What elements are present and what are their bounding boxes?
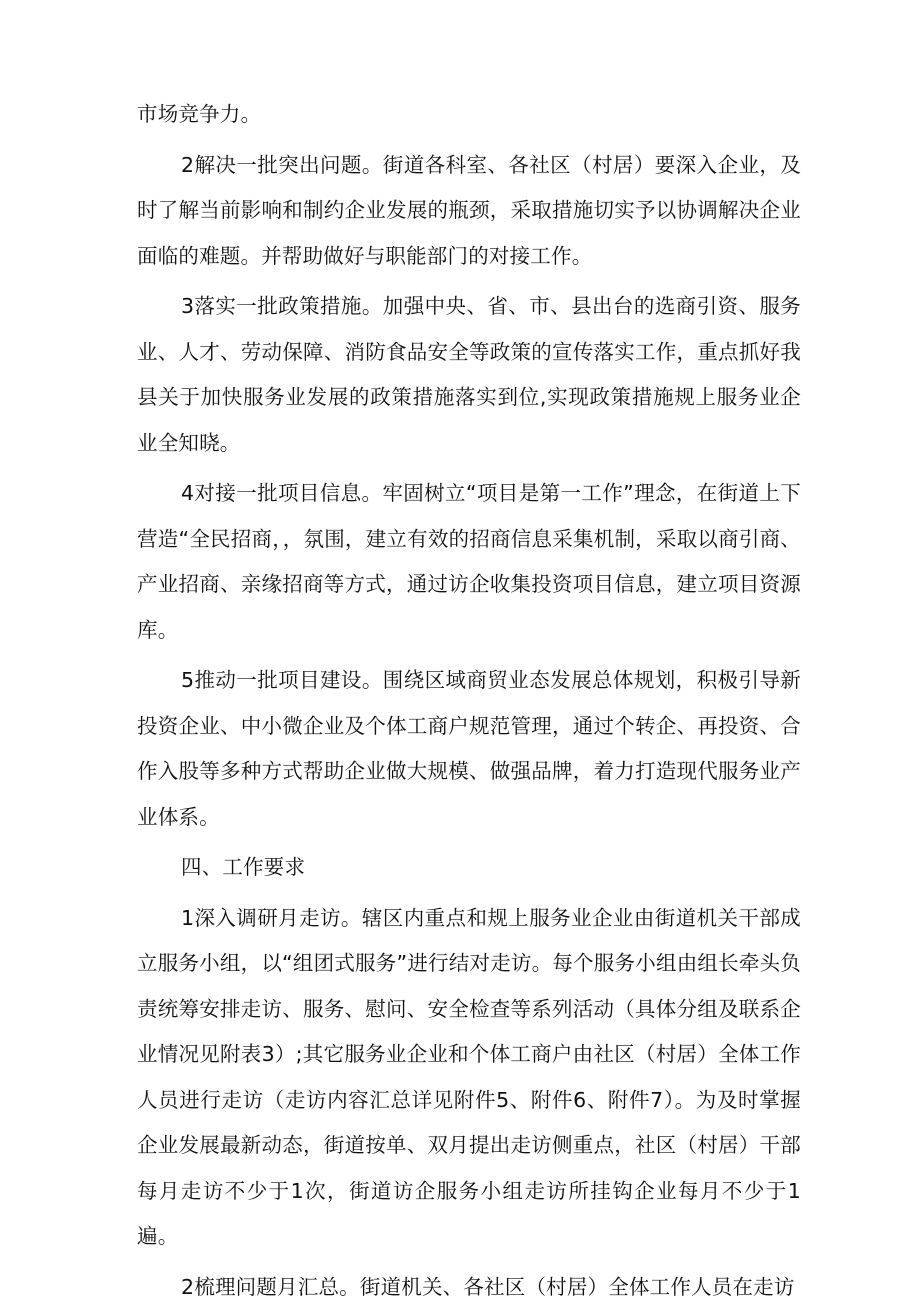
paragraph-5: 5推动一批项目建设。围绕区域商贸业态发展总体规划，积极引导新投资企业、中小微企业及个体工商户规范管理，通过个转企、再投资、合作入股等多种方式帮助企业做大规模、做强品牌，着力打造现代服务业产业体系。 <box>137 668 801 829</box>
paragraph-1: 市场竞争力。 <box>137 102 262 126</box>
paragraph-6: 1深入调研月走访。辖区内重点和规上服务业企业由街道机关干部成立服务小组，以“组团式服务”进行结对走访。每个服务小组由组长牵头负责统筹安排走访、服务、慰问、安全检查等系列活动（具体分组及联系企业情况见附表3）;其它服务业企业和个体工商户由社区（村居）全体工作人员进行走访（走访内容汇总详见附件5、附件6、附件7）。为及时掌握企业发展最新动态，街道按单、双月提出走访侧重点，社区（村居）干部每月走访不少于1次，街道访企服务小组走访所挂钩企业每月不少于1遍。 <box>137 905 801 1248</box>
paragraph-2: 2解决一批突出问题。街道各科室、各社区（村居）要深入企业，及时了解当前影响和制约企业发展的瓶颈，采取措施切实予以协调解决企业面临的难题。并帮助做好与职能部门的对接工作。 <box>137 152 801 268</box>
paragraph-4: 4对接一批项目信息。牢固树立“项目是第一工作”理念，在街道上下营造“全民招商，，氛围，建立有效的招商信息采集机制，采取以商引商、产业招商、亲缘招商等方式，通过访企收集投资项目信息，建立项目资源库。 <box>137 481 801 642</box>
paragraph-3: 3落实一批政策措施。加强中央、省、市、县出台的选商引资、服务业、人才、劳动保障、消防食品安全等政策的宣传落实工作，重点抓好我县关于加快服务业发展的政策措施落实到位,实现政策措施规上服务业企业全知晓。 <box>137 294 801 455</box>
paragraph-7: 2梳理问题月汇总。街道机关、各社区（村居）全体工作人员在走访 <box>181 1274 795 1299</box>
document-body <box>137 92 801 1315</box>
section-heading: 四、工作要求 <box>181 855 306 879</box>
